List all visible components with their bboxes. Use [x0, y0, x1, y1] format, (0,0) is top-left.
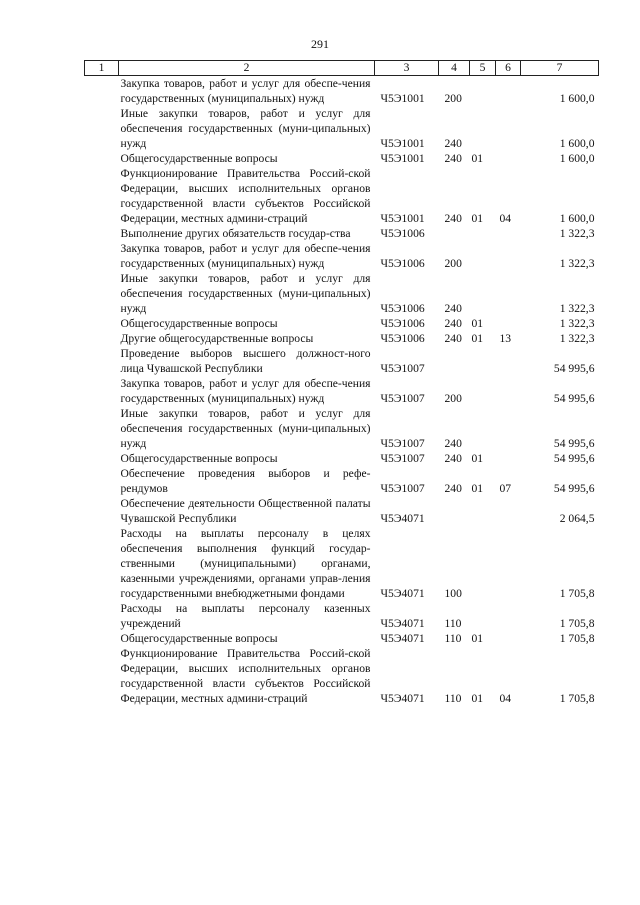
amount-cell: 1 322,3 — [559, 317, 595, 330]
amount-cell: 54 995,6 — [553, 392, 595, 405]
amount-cell: 54 995,6 — [553, 437, 595, 450]
row-number-cell — [85, 331, 119, 346]
row-name-cell: Другие общегосударственные вопросы — [120, 332, 314, 345]
section-cell — [470, 406, 496, 451]
row-number-cell — [85, 271, 119, 316]
subsection-cell: 13 — [499, 332, 512, 345]
amount-cell: 1 600,0 — [559, 212, 595, 225]
header-row — [85, 61, 599, 76]
amount-cell: 54 995,6 — [553, 362, 595, 375]
table-row — [85, 76, 599, 107]
row-name-cell: Обеспечение проведения выборов и рефе-рендумов — [120, 467, 371, 495]
row-number-cell — [85, 226, 119, 241]
section-cell — [470, 496, 496, 526]
amount-cell: 1 322,3 — [559, 257, 595, 270]
page-number: 291 — [311, 37, 329, 51]
table-row — [85, 631, 599, 646]
table-row — [85, 496, 599, 526]
table-row — [85, 376, 599, 406]
row-name-cell: Общегосударственные вопросы — [120, 452, 278, 465]
row-number-cell — [85, 601, 119, 631]
expense-type-cell: 240 — [444, 332, 462, 345]
amount-cell: 54 995,6 — [553, 452, 595, 465]
row-name-cell: Иные закупки товаров, работ и услуг для обеспечения государственных (муни-ципальных) нужд — [120, 407, 371, 450]
amount-cell: 2 064,5 — [559, 512, 595, 525]
expense-type-cell: 100 — [444, 587, 462, 600]
expense-type-cell: 200 — [444, 392, 462, 405]
expense-type-cell: 110 — [444, 617, 462, 630]
row-number-cell — [85, 241, 119, 271]
subsection-cell — [496, 241, 521, 271]
row-name-cell: Общегосударственные вопросы — [120, 317, 278, 330]
header-col-4: 4 — [439, 61, 470, 76]
row-name-cell: Общегосударственные вопросы — [120, 152, 278, 165]
table-row — [85, 526, 599, 601]
table-row — [85, 406, 599, 451]
target-code-cell: Ч5Э1007 — [380, 452, 425, 465]
section-cell: 01 — [471, 212, 484, 225]
amount-cell: 1 322,3 — [559, 302, 595, 315]
section-cell — [470, 601, 496, 631]
amount-cell: 1 322,3 — [559, 332, 595, 345]
target-code-cell: Ч5Э1001 — [380, 92, 425, 105]
section-cell — [470, 226, 496, 241]
subsection-cell — [496, 106, 521, 151]
target-code-cell: Ч5Э1007 — [380, 362, 425, 375]
row-number-cell — [85, 406, 119, 451]
target-code-cell: Ч5Э1001 — [380, 137, 425, 150]
table-row — [85, 601, 599, 631]
amount-cell: 1 705,8 — [559, 632, 595, 645]
subsection-cell — [496, 631, 521, 646]
table-row — [85, 106, 599, 151]
amount-cell: 1 600,0 — [559, 137, 595, 150]
target-code-cell: Ч5Э4071 — [380, 692, 425, 705]
section-cell — [470, 76, 496, 107]
row-name-cell: Общегосударственные вопросы — [120, 632, 278, 645]
expense-type-cell: 110 — [444, 692, 462, 705]
table-row — [85, 466, 599, 496]
expense-type-cell: 240 — [444, 302, 462, 315]
table-row — [85, 316, 599, 331]
amount-cell: 54 995,6 — [553, 482, 595, 495]
target-code-cell: Ч5Э1006 — [380, 257, 425, 270]
section-cell — [470, 106, 496, 151]
section-cell — [470, 346, 496, 376]
row-name-cell: Расходы на выплаты персоналу казенных учреждений — [120, 602, 371, 630]
subsection-cell — [496, 316, 521, 331]
row-number-cell — [85, 76, 119, 107]
subsection-cell — [496, 451, 521, 466]
target-code-cell: Ч5Э1006 — [380, 332, 425, 345]
header-col-2: 2 — [119, 61, 375, 76]
target-code-cell: Ч5Э1001 — [380, 212, 425, 225]
table-row — [85, 451, 599, 466]
target-code-cell: Ч5Э1006 — [380, 227, 425, 240]
row-number-cell — [85, 631, 119, 646]
subsection-cell — [496, 526, 521, 601]
row-name-cell: Закупка товаров, работ и услуг для обеспе-чения государственных (муниципальных) нужд — [120, 77, 371, 105]
row-number-cell — [85, 451, 119, 466]
table-body — [85, 76, 599, 707]
row-name-cell: Иные закупки товаров, работ и услуг для обеспечения государственных (муни-ципальных) нужд — [120, 272, 371, 315]
target-code-cell: Ч5Э1007 — [380, 482, 425, 495]
expense-type-cell — [439, 346, 470, 376]
expense-type-cell: 240 — [444, 317, 462, 330]
header-col-1: 1 — [85, 61, 119, 76]
section-cell — [470, 271, 496, 316]
subsection-cell — [496, 76, 521, 107]
table-row — [85, 331, 599, 346]
header-col-3: 3 — [375, 61, 439, 76]
row-number-cell — [85, 466, 119, 496]
table-row — [85, 646, 599, 706]
row-number-cell — [85, 151, 119, 166]
section-cell: 01 — [471, 692, 484, 705]
subsection-cell — [496, 496, 521, 526]
expense-type-cell: 200 — [444, 92, 462, 105]
subsection-cell — [496, 151, 521, 166]
amount-cell: 1 322,3 — [559, 227, 595, 240]
row-name-cell: Расходы на выплаты персоналу в целях обеспечения выполнения функций государ-ственными (муниципальными) органами, казенными учреждениями, органами управ-ления государственными внебюджетными фондами — [120, 527, 371, 600]
row-name-cell: Выполнение других обязательств государ-ства — [120, 227, 351, 240]
subsection-cell: 04 — [499, 212, 512, 225]
expense-type-cell: 110 — [444, 632, 462, 645]
row-name-cell: Функционирование Правительства Россий-ской Федерации, высших исполнительных органов государственной власти субъектов Российской Федерации, местных админи-страций — [120, 647, 371, 705]
subsection-cell — [496, 271, 521, 316]
section-cell: 01 — [471, 332, 484, 345]
table-row — [85, 226, 599, 241]
row-number-cell — [85, 376, 119, 406]
table-row — [85, 151, 599, 166]
row-name-cell: Закупка товаров, работ и услуг для обеспе-чения государственных (муниципальных) нужд — [120, 242, 371, 270]
row-number-cell — [85, 346, 119, 376]
subsection-cell: 04 — [499, 692, 512, 705]
row-number-cell — [85, 526, 119, 601]
section-cell: 01 — [471, 632, 484, 645]
expense-type-cell: 240 — [444, 152, 462, 165]
target-code-cell: Ч5Э1007 — [380, 392, 425, 405]
section-cell — [470, 376, 496, 406]
target-code-cell: Ч5Э4071 — [380, 617, 425, 630]
section-cell — [470, 241, 496, 271]
row-name-cell: Проведение выборов высшего должност-ного лица Чувашской Республики — [120, 347, 371, 375]
section-cell: 01 — [471, 482, 484, 495]
table-row — [85, 241, 599, 271]
row-number-cell — [85, 166, 119, 226]
expense-type-cell — [439, 496, 470, 526]
header-col-6: 6 — [496, 61, 521, 76]
target-code-cell: Ч5Э4071 — [380, 512, 425, 525]
section-cell: 01 — [471, 317, 484, 330]
header-col-5: 5 — [470, 61, 496, 76]
target-code-cell: Ч5Э4071 — [380, 632, 425, 645]
row-number-cell — [85, 496, 119, 526]
row-name-cell: Закупка товаров, работ и услуг для обеспе-чения государственных (муниципальных) нужд — [120, 377, 371, 405]
amount-cell: 1 600,0 — [559, 152, 595, 165]
amount-cell: 1 705,8 — [559, 587, 595, 600]
subsection-cell — [496, 346, 521, 376]
amount-cell: 1 705,8 — [559, 692, 595, 705]
row-name-cell: Иные закупки товаров, работ и услуг для обеспечения государственных (муни-ципальных) нужд — [120, 107, 371, 150]
section-cell — [470, 526, 496, 601]
row-name-cell: Функционирование Правительства Россий-ской Федерации, высших исполнительных органов государственной власти субъектов Российской Федерации, местных админи-страций — [120, 167, 371, 225]
subsection-cell — [496, 226, 521, 241]
table-row — [85, 271, 599, 316]
header-col-7: 7 — [521, 61, 599, 76]
target-code-cell: Ч5Э1006 — [380, 302, 425, 315]
target-code-cell: Ч5Э1006 — [380, 317, 425, 330]
expense-type-cell: 240 — [444, 482, 462, 495]
section-cell: 01 — [471, 452, 484, 465]
budget-table — [84, 60, 599, 706]
table-row — [85, 346, 599, 376]
table-header — [85, 61, 599, 76]
amount-cell: 1 600,0 — [559, 92, 595, 105]
expense-type-cell: 240 — [444, 452, 462, 465]
section-cell: 01 — [471, 152, 484, 165]
table-row — [85, 166, 599, 226]
expense-type-cell: 240 — [444, 137, 462, 150]
expense-type-cell: 240 — [444, 437, 462, 450]
expense-type-cell: 200 — [444, 257, 462, 270]
target-code-cell: Ч5Э4071 — [380, 587, 425, 600]
subsection-cell — [496, 601, 521, 631]
amount-cell: 1 705,8 — [559, 617, 595, 630]
subsection-cell — [496, 376, 521, 406]
subsection-cell — [496, 406, 521, 451]
row-number-cell — [85, 106, 119, 151]
target-code-cell: Ч5Э1007 — [380, 437, 425, 450]
row-number-cell — [85, 316, 119, 331]
expense-type-cell — [439, 226, 470, 241]
row-name-cell: Обеспечение деятельности Общественной палаты Чувашской Республики — [120, 497, 371, 525]
row-number-cell — [85, 646, 119, 706]
target-code-cell: Ч5Э1001 — [380, 152, 425, 165]
expense-type-cell: 240 — [444, 212, 462, 225]
subsection-cell: 07 — [499, 482, 512, 495]
